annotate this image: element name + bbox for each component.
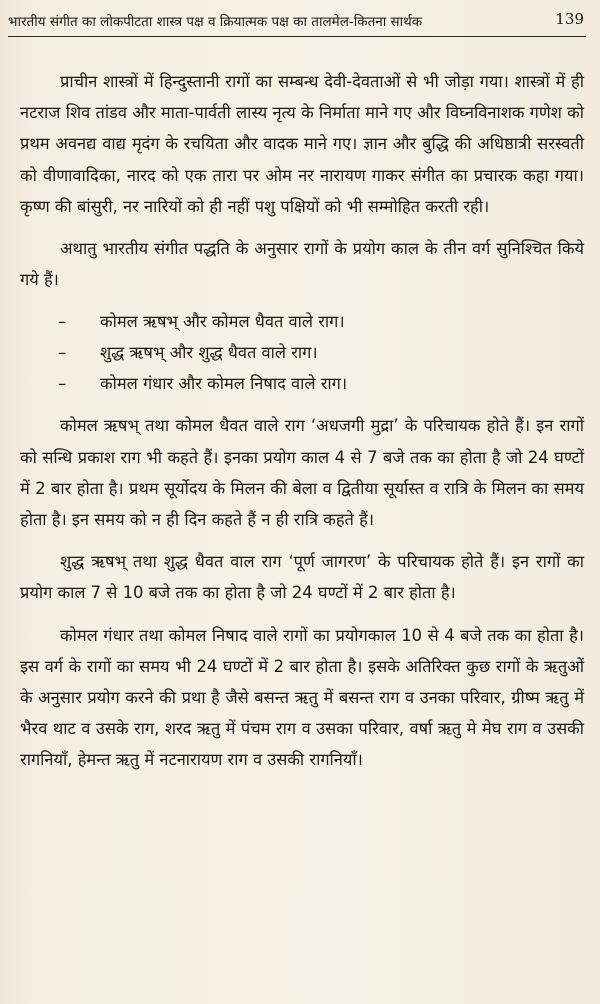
list-item-text: कोमल ऋषभ् और कोमल धैवत वाले राग।: [100, 312, 345, 332]
list-item-text: कोमल गंधार और कोमल निषाद वाले राग।: [100, 374, 348, 394]
paragraph-purna-jagaran: शुद्ध ऋषभ् तथा शुद्ध धैवत वाल राग ‘पूर्ण जागरण’ के परिचायक होते हैं। इन रागों का प्रयोग काल 7 से 10 बजे तक का होता है जो 24 घण्टों में 2 बार होता है।: [20, 552, 584, 603]
paragraph-three-classes: अथातु भारतीय संगीत पद्धति के अनुसार रागों के प्रयोग काल के तीन वर्ग सुनिश्चित किये गये हैं।: [20, 239, 584, 290]
list-item: [20, 368, 584, 399]
page-header: [8, 10, 586, 37]
page-number: 139: [555, 10, 584, 28]
paragraph-deities: प्राचीन शास्त्रों में हिन्दुस्तानी रागों का सम्बन्ध देवी-देवताओं से भी जोड़ा गया। शास्त्रों में ही नटराज शिव तांडव और माता-पार्वती लास्य नृत्य के निर्माता माने गए और विघ्नविनाशक गणेश को प्रथम अवनद्य वाद्य मृदंग के रचयिता और वादक माने गए। ज्ञान और बुद्धि की अधिष्ठात्री सरस्वती को वीणावादिका, नारद को एक तारा पर ओम नर नारायण गाकर संगीत का प्रचारक कहा गया। कृष्ण की बांसुरी, नर नारियों को ही नहीं पशु पक्षियों को भी सम्मोहित करती रही।: [20, 72, 584, 216]
running-title: भारतीय संगीत का लोकपीटता शास्त्र पक्ष व क्रियात्मक पक्ष का तालमेल-कितना सार्थक: [8, 14, 423, 30]
raga-class-list: [20, 306, 584, 399]
list-item: [20, 306, 584, 337]
page-body: [20, 66, 584, 787]
paragraph-seasons: कोमल गंधार तथा कोमल निषाद वाले रागों का प्रयोगकाल 10 से 4 बजे तक का होता है। इस वर्ग के रागों का समय भी 24 घण्टों में 2 बार होता है। इसके अतिरिक्त कुछ रागों के ऋतुओं के अनुसार प्रयोग करने की प्रथा है जैसे बसन्त ऋतु में बसन्त राग व उनका परिवार, ग्रीष्म ऋतु में भैरव थाट व उसके राग, शरद ऋतु में पंचम राग व उसका परिवार, वर्षा ऋतु मे मेघ राग व उसकी रागनियाँ, हेमन्त ऋतु में नटनारायण राग व उसकी रागनियाँ।: [20, 625, 584, 770]
paragraph-sandhi-prakash: कोमल ऋषभ् तथा कोमल धैवत वाले राग ‘अधजगी मुद्रा’ के परिचायक होते हैं। इन रागों को सन्धि प्रकाश राग भी कहते हैं। इनका प्रयोग काल 4 से 7 बजे तक का होता है जो 24 घण्टों में 2 बार होता है। प्रथम सूर्योदय के मिलन की बेला व द्वितीया सूर्यास्त व रात्रि के मिलन का समय होता है। इन समय को न ही दिन कहते हैं न ही रात्रि कहते हैं।: [20, 416, 584, 530]
list-item: [20, 337, 584, 368]
list-dash: –: [58, 343, 67, 363]
list-item-text: शुद्ध ऋषभ् और शुद्ध धैवत वाले राग।: [100, 343, 318, 363]
list-dash: –: [58, 312, 67, 332]
list-dash: –: [58, 374, 67, 394]
